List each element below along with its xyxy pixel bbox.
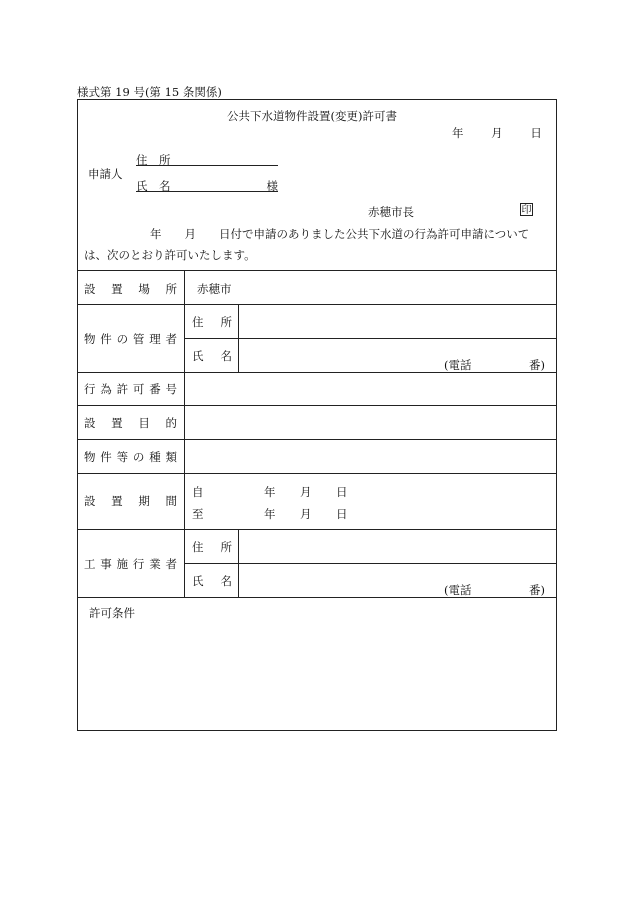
issue-year: 年 bbox=[452, 126, 464, 140]
applicant-name-field bbox=[136, 178, 278, 192]
issue-date bbox=[452, 125, 542, 141]
issuer-seal: 印 bbox=[521, 205, 532, 216]
conditions-label: 許可条件 bbox=[89, 606, 135, 620]
issue-day: 日 bbox=[530, 126, 542, 140]
manager-name-label: 氏 名 bbox=[192, 349, 232, 363]
document-title: 公共下水道物件設置(変更)許可書 bbox=[227, 109, 397, 123]
contractor-name-label: 氏 名 bbox=[192, 574, 232, 588]
body-text-line1: 年 月 日付で申請のありました公共下水道の行為許可申請について bbox=[150, 227, 530, 241]
manager-address-label: 住 所 bbox=[192, 315, 232, 329]
purpose-label: 設 置 目 的 bbox=[84, 416, 177, 430]
permit-number-label: 行 為 許 可 番 号 bbox=[84, 382, 177, 396]
applicant-name-label: 氏 名 bbox=[136, 179, 171, 193]
period-label: 設 置 期 間 bbox=[84, 494, 177, 508]
applicant-address-field bbox=[136, 152, 278, 166]
period-from: 自 年 月 日 bbox=[192, 485, 348, 499]
period-to: 至 年 月 日 bbox=[192, 507, 348, 521]
applicant-address-label: 住 所 bbox=[136, 153, 171, 167]
issue-month: 月 bbox=[491, 126, 503, 140]
applicant-label: 申請人 bbox=[88, 167, 123, 181]
contractor-label: 工 事 施 行 業 者 bbox=[84, 557, 177, 571]
contractor-phone: (電話 番) bbox=[444, 583, 545, 597]
form-number: 様式第 19 号(第 15 条関係) bbox=[77, 85, 222, 99]
manager-label: 物 件 の 管 理 者 bbox=[84, 332, 177, 346]
applicant-honorific: 様 bbox=[266, 179, 278, 193]
location-value: 赤穂市 bbox=[197, 282, 232, 296]
body-text-line2: は、次のとおり許可いたします。 bbox=[84, 248, 256, 262]
contractor-address-label: 住 所 bbox=[192, 540, 232, 554]
kind-label: 物 件 等 の 種 類 bbox=[84, 450, 177, 464]
issuer-name: 赤穂市長 bbox=[368, 205, 414, 219]
manager-phone: (電話 番) bbox=[444, 358, 545, 372]
location-label: 設 置 場 所 bbox=[84, 282, 177, 296]
